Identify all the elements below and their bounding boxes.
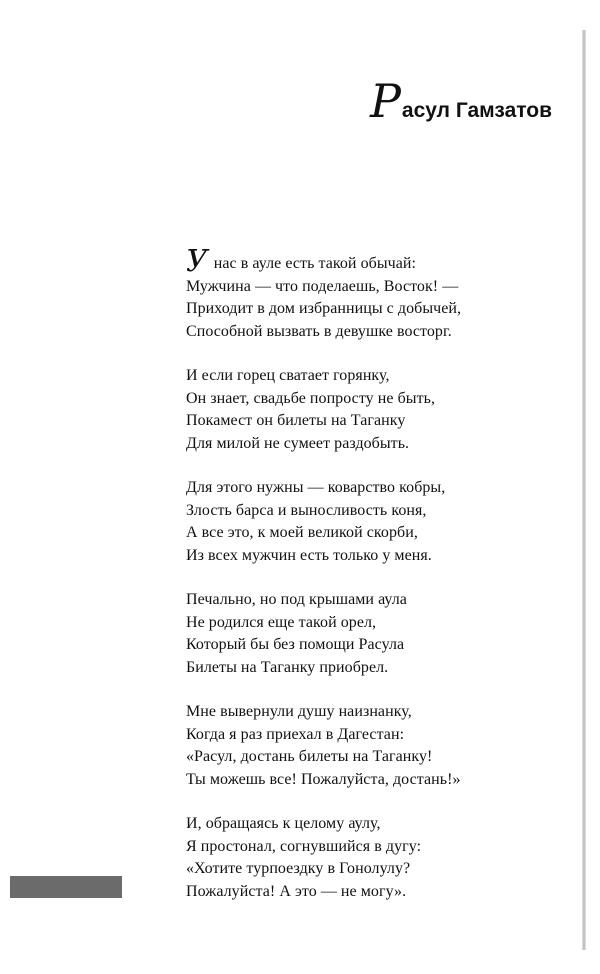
poem-line: Мужчина — что поделаешь, Восток! — (186, 277, 459, 295)
page-marker-bar (10, 876, 122, 898)
author-title-initial: Р (369, 74, 401, 128)
poem-line: Когда я раз приехал в Дагестан: (186, 725, 405, 743)
poem-line: «Хотите турпоездку в Гонолулу? (186, 860, 411, 877)
poem-line: Ты можешь все! Пожалуйста, достань!» (186, 770, 461, 788)
poem-line: Он знает, свадьбе попросту не быть, (186, 389, 436, 407)
poem-line: Который бы без помощи Расула (186, 636, 405, 653)
poem-line: Злость барса и выносливость коня, (186, 501, 427, 519)
poem-line: Пожалуйста! А это — не могу». (186, 882, 407, 900)
poem-line: Я простонал, согнувшийся в дугу: (186, 837, 422, 855)
poem-line: «Расул, достань билеты на Таганку! (186, 748, 433, 765)
poem (186, 244, 546, 925)
stanza-4 (186, 589, 546, 679)
poem-line-text: нас в ауле есть такой обычай: (209, 255, 416, 272)
stanza-6 (186, 813, 546, 903)
author-title-rest: асул Гамзатов (401, 99, 552, 122)
stanza-3 (186, 477, 546, 567)
page-edge-shadow (582, 30, 586, 950)
poem-line: Для милой не сумеет раздобыть. (186, 434, 410, 452)
poem-line: Из всех мужчин есть только у меня. (186, 546, 432, 564)
poem-line: И если горец сватает горянку, (186, 367, 390, 384)
poem-line: Мне вывернули душу наизнанку, (186, 703, 412, 720)
poem-line (186, 244, 546, 279)
stanza-2 (186, 365, 546, 455)
poem-line: Печально, но под крышами аула (186, 591, 407, 608)
poem-line: Приходит в дом избранницы с добычей, (186, 300, 462, 317)
stanza-5 (186, 701, 546, 791)
author-title (369, 74, 552, 128)
poem-line: А все это, к моей великой скорби, (186, 524, 418, 541)
stanza-1 (186, 244, 546, 343)
poem-line: И, обращаясь к целому аулу, (186, 815, 381, 832)
poem-line: Для этого нужны — коварство кобры, (186, 479, 446, 496)
poem-line: Способной вызвать в девушке восторг. (186, 322, 452, 340)
poem-line: Покамест он билеты на Таганку (186, 412, 406, 429)
poem-line: Билеты на Таганку приобрел. (186, 658, 389, 676)
poem-line: Не родился еще такой орел, (186, 613, 377, 631)
drop-cap: У (186, 244, 208, 279)
